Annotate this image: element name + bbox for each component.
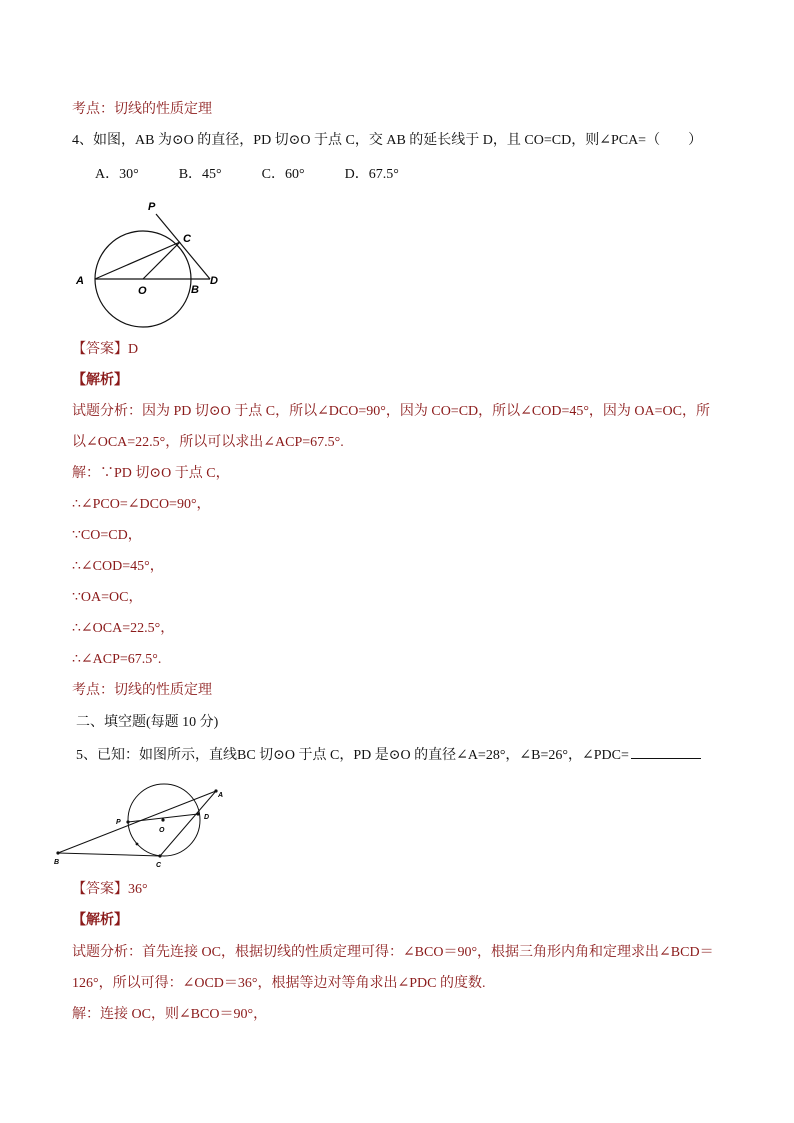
q4-analysis-line-2: 以∠OCA=22.5°，所以可以求出∠ACP=67.5°.	[72, 435, 344, 450]
q4-stem: 4、如图，AB 为⊙O 的直径，PD 切⊙O 于点 C，交 AB 的延长线于 D，且 CO=CD，则∠PCA=（ ）	[72, 133, 703, 148]
label-p: P	[116, 819, 121, 826]
point-o	[161, 818, 164, 821]
point-c	[158, 854, 161, 857]
q4-step: ∵OA=OC，	[72, 590, 143, 605]
q5-stem-text: 5、已知：如图所示，直线BC 切⊙O 于点 C，PD 是⊙O 的直径∠A=28°，∠B=26°，∠PDC=	[76, 748, 629, 763]
label-d: D	[204, 814, 210, 821]
answer-blank	[631, 744, 701, 759]
q5-answer: 【答案】36°	[72, 882, 148, 897]
q5-analysis-title: 【解析】	[72, 913, 128, 928]
label-c: C	[156, 862, 162, 869]
label-o: O	[159, 827, 165, 834]
q4-figure	[70, 195, 240, 330]
line-oc	[143, 242, 180, 279]
q4-step: ∴∠COD=45°，	[72, 559, 164, 574]
point-e	[136, 843, 139, 846]
line-pd	[156, 214, 210, 279]
line-bc	[58, 853, 160, 856]
q4-answer: 【答案】D	[72, 342, 139, 357]
q5-analysis-line-1: 试题分析：首先连接 OC，根据切线的性质定理可得：∠BCO＝90°，根据三角形内角和定理求出∠BCD＝	[72, 945, 714, 960]
q4-option-d: D．67.5°	[344, 167, 399, 182]
q4-step: ∴∠OCA=22.5°，	[72, 621, 175, 636]
point-b	[56, 851, 59, 854]
point-p	[126, 820, 129, 823]
q4-analysis-line-1: 试题分析：因为 PD 切⊙O 于点 C，所以∠DCO=90°，因为 CO=CD，所以∠COD=45°，因为 OA=OC，所	[72, 404, 710, 419]
line-ac	[95, 242, 180, 279]
label-p: P	[148, 201, 156, 213]
q4-step: ∵CO=CD，	[72, 528, 142, 543]
kaodian-label: 考点：切线的性质定理	[72, 102, 212, 117]
q4-option-c: C．60°	[261, 167, 305, 182]
label-a: A	[218, 792, 224, 799]
q4-step: 解：∵PD 切⊙O 于点 C，	[72, 466, 230, 481]
section-title: 二、填空题(每题 10 分)	[76, 715, 219, 730]
q4-analysis-title: 【解析】	[72, 373, 128, 388]
label-b: B	[54, 859, 60, 866]
label-b: B	[191, 284, 199, 296]
q5-analysis-line-2: 126°，所以可得：∠OCD＝36°，根据等边对等角求出∠PDC 的度数.	[72, 976, 486, 991]
q5-step: 解：连接 OC，则∠BCO＝90°，	[72, 1007, 268, 1022]
label-a: A	[76, 275, 84, 287]
q4-kaodian: 考点：切线的性质定理	[72, 683, 212, 698]
label-o: O	[138, 285, 147, 297]
q5-figure	[50, 780, 235, 870]
q4-step: ∴∠PCO=∠DCO=90°，	[72, 497, 211, 512]
q5-stem	[76, 744, 701, 766]
label-d: D	[210, 275, 218, 287]
q4-option-a: A．30°	[95, 167, 139, 182]
q4-options	[95, 163, 399, 183]
q4-step: ∴∠ACP=67.5°.	[72, 652, 162, 667]
point-d	[196, 812, 199, 815]
label-c: C	[183, 233, 191, 245]
q4-option-b: B．45°	[178, 167, 222, 182]
